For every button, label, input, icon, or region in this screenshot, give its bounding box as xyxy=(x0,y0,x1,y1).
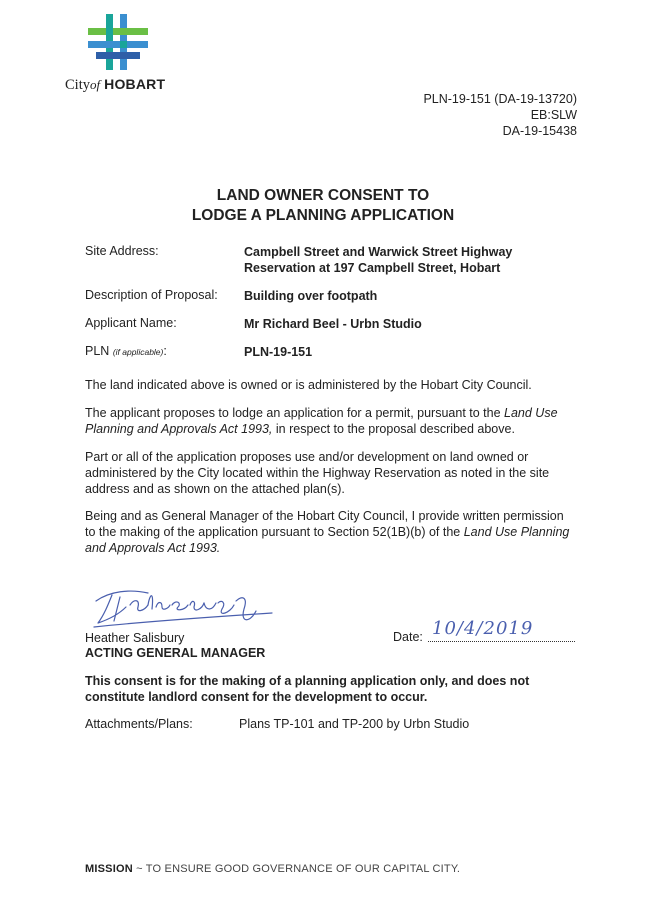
paragraph-proposal-act: Land Use Planning and Approvals Act 1993, xyxy=(85,406,558,436)
pln-sublabel: (if applicable) xyxy=(112,347,164,357)
site-address-value xyxy=(244,244,574,276)
applicant-value: Mr Richard Beel - Urbn Studio xyxy=(244,317,422,331)
date-handwritten: 10/4/2019 xyxy=(432,618,534,639)
site-address-line-1: Campbell Street and Warwick Street Highway xyxy=(244,245,513,259)
site-address-line-2: Reservation at 197 Campbell Street, Hobart xyxy=(244,261,501,275)
reference-block xyxy=(423,91,577,139)
handwritten-signature xyxy=(90,583,280,633)
logo-wordmark xyxy=(65,76,165,94)
mission-text: ~ TO ENSURE GOOD GOVERNANCE OF OUR CAPITAL CITY. xyxy=(132,863,461,875)
pln-label-text: PLN xyxy=(85,344,110,358)
proposal-value: Building over footpath xyxy=(244,289,378,303)
logo-city: City xyxy=(65,77,90,93)
paragraph-proposal-text-a: The applicant proposes to lodge an application for a permit, pursuant to the xyxy=(85,406,501,420)
paragraph-proposal xyxy=(85,405,575,437)
title-line-1: LAND OWNER CONSENT TO xyxy=(216,187,430,204)
pln-colon: : xyxy=(163,344,167,358)
reference-pln: PLN-19-151 (DA-19-13720) xyxy=(423,92,577,106)
date-line xyxy=(428,641,575,642)
site-address-label: Site Address: xyxy=(85,244,159,258)
paragraph-ownership: The land indicated above is owned or is administered by the Hobart City Council. xyxy=(85,378,532,392)
title-line-2: LODGE A PLANNING APPLICATION xyxy=(191,207,455,224)
consent-notice: This consent is for the making of a planning application only, and does not constitute landlord consent for the development to occur. xyxy=(85,674,530,704)
paragraph-land-use: Part or all of the application proposes use and/or development on land owned or administered by the City located within the Highway Reservation as noted in the site address and as shown on the attached plan(s). xyxy=(85,450,550,496)
date-label: Date: xyxy=(393,630,423,644)
paragraph-permission-act: Land Use Planning and Approvals Act 1993. xyxy=(85,525,570,555)
paragraph-proposal-text-b: in respect to the proposal described above. xyxy=(275,422,515,436)
signer-title: ACTING GENERAL MANAGER xyxy=(85,646,266,660)
attachments-label: Attachments/Plans: xyxy=(85,717,193,731)
paragraph-permission-text: Being and as General Manager of the Hobart City Council, I provide written permission to the making of the application pursuant to Section 52(1B)(b) of the xyxy=(85,509,564,539)
pln-label xyxy=(85,344,167,358)
logo-name: HOBART xyxy=(104,76,166,92)
signer-name: Heather Salisbury xyxy=(85,631,185,645)
logo-of: of xyxy=(89,77,101,92)
proposal-label: Description of Proposal: xyxy=(85,288,218,302)
city-of-hobart-logo xyxy=(88,14,148,70)
paragraph-permission xyxy=(85,508,575,556)
reference-officer: EB:SLW xyxy=(530,108,577,122)
attachments-value: Plans TP-101 and TP-200 by Urbn Studio xyxy=(239,717,470,731)
page-title xyxy=(0,186,646,226)
mission-lead: MISSION xyxy=(85,863,133,875)
applicant-label: Applicant Name: xyxy=(85,316,177,330)
pln-value: PLN-19-151 xyxy=(244,345,313,359)
mission-statement xyxy=(85,863,460,875)
reference-da: DA-19-15438 xyxy=(502,124,577,138)
